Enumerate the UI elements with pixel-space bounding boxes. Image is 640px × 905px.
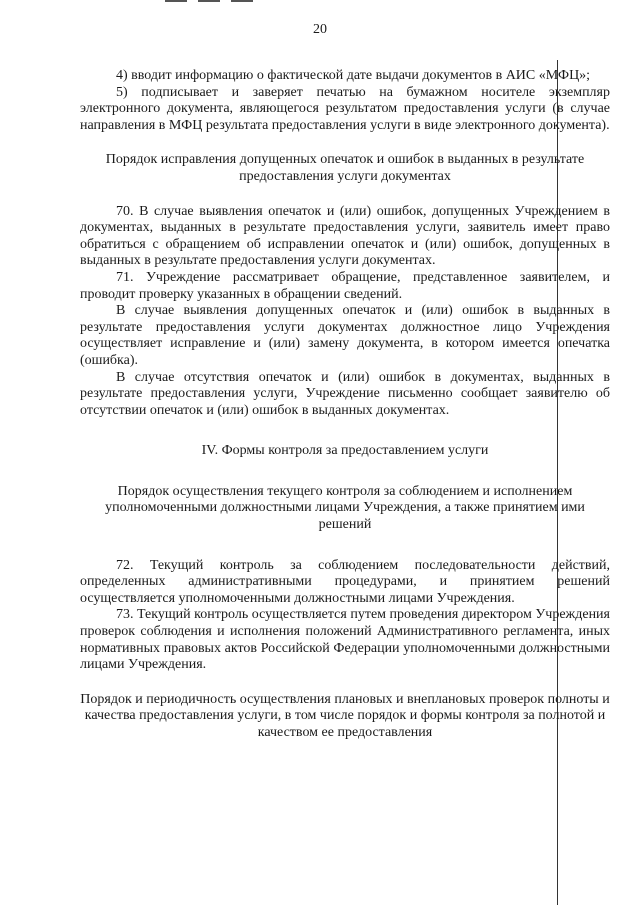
section-heading-errors: Порядок исправления допущенных опечаток и ошибок в выданных в результате предоставления услуги документах — [105, 152, 585, 184]
paragraph-71: 71. Учреждение рассматривает обращение, представленное заявителем, и проводит проверку указанных в обращении сведений. — [80, 269, 610, 302]
section-iv-title: IV. Формы контроля за предоставлением услуги — [201, 443, 489, 459]
section-heading-current-control: Порядок осуществления текущего контроля за соблюдением и исполнением уполномоченными должностными лицами Учреждения, а также принятием ими решений — [105, 483, 585, 533]
paragraph-73: 73. Текущий контроль осуществляется путем проведения директором Учреждения проверок соблюдения и исполнения положений Административного регламента, иных нормативных правовых актов Российской Федерации уполномоченными должностными лицами Учреждения. — [80, 607, 610, 673]
paragraph-71-absent: В случае отсутствия опечаток и (или) ошибок в документах, выданных в результате предоставления услуги, Учреждение письменно сообщает заявителю об отсутствии опечаток и (или) ошибок в выданных документах. — [80, 369, 610, 418]
paragraph-item-4: 4) вводит информацию о фактической дате выдачи документов в АИС «МФЦ»; — [116, 68, 591, 83]
scan-artifact-dash — [165, 0, 187, 2]
document-body — [80, 68, 610, 742]
section-heading-inspections: Порядок и периодичность осуществления плановых и внеплановых проверок полноты и качества предоставления услуги, в том числе порядок и формы контроля за полнотой и качеством ее предоставления — [80, 691, 610, 740]
paragraph-item-5: 5) подписывает и заверяет печатью на бумажном носителе экземпляр электронного документа, являющегося результатом предоставления услуги (в случае направления в МФЦ результата предоставления услуги в виде электронного документа). — [80, 84, 610, 133]
paragraph-70: 70. В случае выявления опечаток и (или) ошибок, допущенных Учреждением в документах, выданных в результате предоставления услуги, заявитель имеет право обратиться с обращением об исправлении опечаток и (или) ошибок, допущенных в выданных в результате предоставления услуги документах. — [80, 203, 610, 269]
scan-artifact-dash — [231, 0, 253, 2]
scan-artifact-dash — [198, 0, 220, 2]
page-number: 20 — [313, 22, 327, 37]
paragraph-71-found: В случае выявления допущенных опечаток и (или) ошибок в выданных в результате предоставления услуги документах должностное лицо Учреждения осуществляет исправление и (или) замену документа, в котором имеется опечатка (ошибка). — [80, 303, 610, 368]
paragraph-72: 72. Текущий контроль за соблюдением последовательности действий, определенных административными процедурами, и принятием решений осуществляется уполномоченными должностными лицами Учреждения. — [80, 557, 610, 606]
